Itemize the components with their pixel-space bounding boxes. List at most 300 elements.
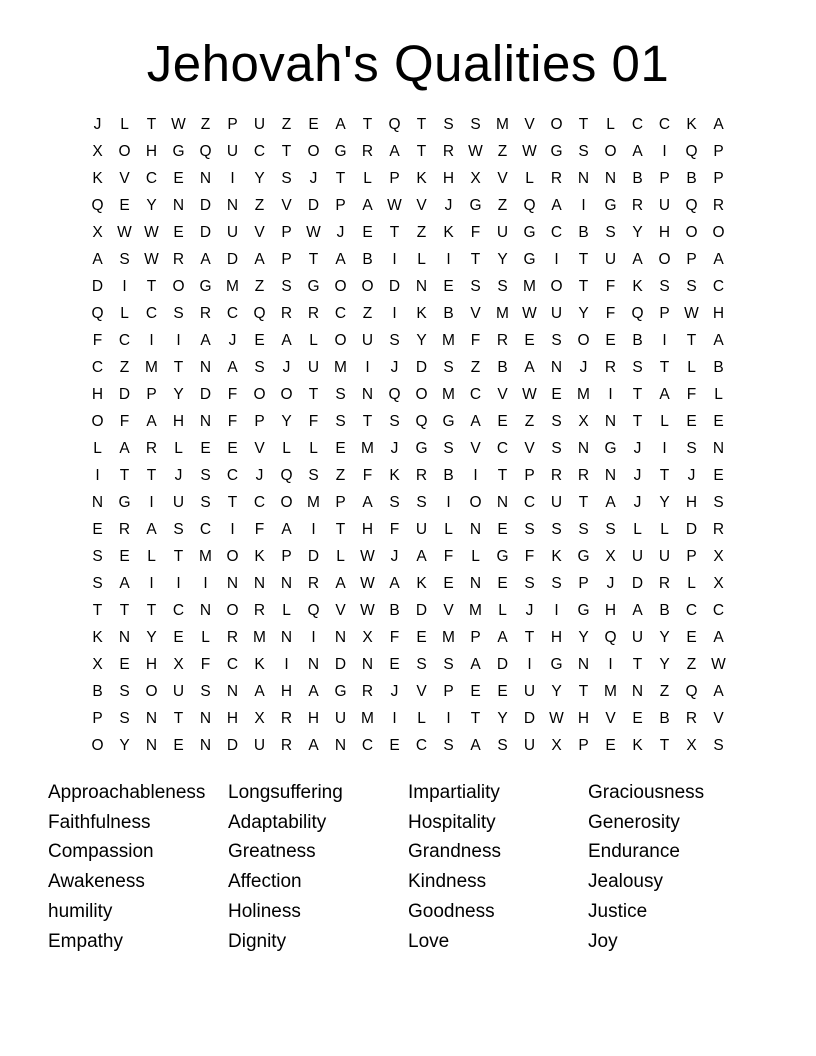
grid-letter: L (93, 439, 102, 457)
grid-letter: C (118, 331, 131, 349)
grid-letter: Y (281, 412, 292, 430)
grid-letter: F (524, 547, 535, 565)
grid-letter: D (199, 385, 212, 403)
grid-letter: Z (497, 196, 508, 214)
grid-letter: A (713, 628, 724, 646)
word-list-item: Approachableness (48, 781, 206, 803)
grid-letter: S (200, 466, 211, 484)
grid-letter: S (443, 655, 454, 673)
grid-letter: L (471, 547, 480, 565)
grid-letter: N (604, 466, 617, 484)
grid-letter: D (226, 250, 239, 268)
grid-letter: U (631, 628, 644, 646)
grid-letter: W (306, 223, 321, 241)
grid-letter: C (199, 520, 212, 538)
grid-letter: T (362, 115, 373, 133)
grid-letter: I (176, 574, 181, 592)
grid-letter: U (523, 682, 536, 700)
word-list-item: Justice (588, 901, 648, 923)
grid-letter: A (470, 412, 481, 430)
grid-letter: X (362, 628, 373, 646)
grid-letter: I (446, 709, 451, 727)
grid-letter: P (389, 169, 400, 187)
grid-letter: S (281, 277, 292, 295)
grid-letter: A (362, 493, 373, 511)
grid-letter: V (524, 115, 535, 133)
grid-letter: S (92, 547, 103, 565)
grid-letter: W (144, 223, 159, 241)
grid-letter: I (446, 250, 451, 268)
grid-letter: Z (686, 655, 697, 673)
grid-letter: O (415, 385, 428, 403)
grid-letter: D (334, 655, 347, 673)
grid-letter: Q (631, 304, 644, 322)
grid-letter: S (308, 466, 319, 484)
grid-letter: S (497, 736, 508, 754)
grid-letter: B (578, 223, 589, 241)
grid-letter: H (577, 709, 590, 727)
grid-letter: Y (578, 628, 589, 646)
grid-letter: O (712, 223, 725, 241)
grid-letter: R (658, 574, 671, 592)
grid-letter: P (659, 304, 670, 322)
grid-letter: F (227, 385, 238, 403)
grid-letter: G (199, 277, 212, 295)
grid-letter: S (578, 520, 589, 538)
grid-letter: U (658, 196, 671, 214)
grid-letter: E (308, 115, 319, 133)
grid-letter: T (92, 601, 103, 619)
grid-letter: T (578, 277, 589, 295)
grid-letter: V (497, 169, 508, 187)
grid-letter: P (713, 169, 724, 187)
puzzle-title: Jehovah's Qualities 01 (146, 35, 670, 92)
grid-letter: Z (200, 115, 211, 133)
grid-letter: O (226, 601, 239, 619)
grid-letter: G (550, 142, 563, 160)
grid-letter: G (118, 493, 131, 511)
grid-letter: D (307, 547, 320, 565)
grid-letter: L (687, 358, 696, 376)
grid-letter: T (632, 385, 643, 403)
grid-letter: I (149, 574, 154, 592)
grid-letter: V (470, 304, 481, 322)
word-list (48, 778, 768, 957)
grid-letter: P (713, 142, 724, 160)
grid-letter: J (633, 466, 642, 484)
grid-letter: E (119, 547, 130, 565)
word-list-item: Jealousy (588, 871, 663, 893)
grid-letter: T (578, 115, 589, 133)
grid-letter: S (470, 277, 481, 295)
grid-letter: F (200, 655, 211, 673)
grid-letter: F (605, 277, 616, 295)
grid-letter: M (469, 601, 482, 619)
grid-letter: N (199, 358, 212, 376)
grid-letter: A (227, 358, 238, 376)
grid-letter: G (604, 439, 617, 457)
grid-letter: T (146, 277, 157, 295)
grid-letter: P (227, 115, 238, 133)
grid-letter: M (496, 304, 509, 322)
grid-letter: U (307, 358, 320, 376)
grid-letter: F (308, 412, 319, 430)
grid-letter: B (389, 601, 400, 619)
grid-letter: T (146, 466, 157, 484)
grid-letter: O (253, 385, 266, 403)
grid-letter: N (712, 439, 725, 457)
grid-letter: N (280, 574, 293, 592)
grid-letter: X (92, 142, 103, 160)
grid-letter: I (311, 628, 316, 646)
word-list-item: Dignity (228, 930, 287, 952)
grid-letter: N (577, 439, 590, 457)
grid-letter: N (226, 682, 239, 700)
grid-letter: Q (415, 412, 428, 430)
grid-letter: R (415, 466, 428, 484)
word-list-item: Graciousness (588, 781, 705, 803)
grid-letter: A (659, 385, 670, 403)
grid-letter: P (281, 250, 292, 268)
grid-letter: F (227, 412, 238, 430)
grid-letter: K (92, 169, 103, 187)
grid-letter: E (416, 628, 427, 646)
grid-letter: B (713, 358, 724, 376)
grid-letter: N (577, 655, 590, 673)
grid-letter: I (608, 385, 613, 403)
grid-letter: F (605, 304, 616, 322)
grid-letter: S (119, 682, 130, 700)
grid-letter: S (389, 331, 400, 349)
grid-letter: Z (254, 277, 265, 295)
grid-letter: O (280, 385, 293, 403)
grid-letter: E (119, 655, 130, 673)
grid-letter: E (389, 736, 400, 754)
grid-letter: E (119, 196, 130, 214)
grid-letter: P (92, 709, 103, 727)
grid-letter: U (496, 223, 509, 241)
grid-letter: I (527, 655, 532, 673)
grid-letter: H (145, 655, 158, 673)
grid-letter: R (280, 736, 293, 754)
grid-letter: H (145, 142, 158, 160)
grid-letter: N (199, 412, 212, 430)
grid-letter: J (336, 223, 345, 241)
grid-letter: C (253, 142, 266, 160)
grid-letter: S (578, 142, 589, 160)
grid-letter: S (524, 520, 535, 538)
grid-letter: X (578, 412, 589, 430)
grid-letter: I (662, 331, 667, 349)
grid-letter: C (523, 493, 536, 511)
grid-letter: T (416, 142, 427, 160)
grid-letter: T (686, 331, 697, 349)
grid-letter: I (203, 574, 208, 592)
grid-letter: C (550, 223, 563, 241)
grid-letter: V (443, 601, 454, 619)
grid-letter: T (578, 682, 589, 700)
grid-letter: C (712, 277, 725, 295)
grid-letter: X (254, 709, 265, 727)
grid-letter: Z (659, 682, 670, 700)
grid-letter: L (525, 169, 534, 187)
grid-letter: E (686, 628, 697, 646)
grid-letter: O (307, 142, 320, 160)
grid-letter: N (604, 412, 617, 430)
grid-letter: L (498, 601, 507, 619)
grid-letter: W (360, 601, 375, 619)
word-list-item: Compassion (48, 841, 154, 863)
grid-letter: E (443, 277, 454, 295)
grid-letter: L (201, 628, 210, 646)
grid-letter: V (605, 709, 616, 727)
grid-letter: H (91, 385, 104, 403)
grid-letter: I (122, 277, 127, 295)
grid-letter: V (335, 601, 346, 619)
grid-letter: L (633, 520, 642, 538)
grid-letter: H (604, 601, 617, 619)
grid-letter: J (309, 169, 318, 187)
grid-letter: J (228, 331, 237, 349)
word-list-item: humility (48, 901, 113, 923)
grid-letter: U (604, 250, 617, 268)
grid-letter: A (524, 358, 535, 376)
grid-letter: P (254, 412, 265, 430)
grid-letter: L (660, 412, 669, 430)
grid-letter: E (713, 412, 724, 430)
grid-letter: P (281, 547, 292, 565)
grid-letter: T (119, 466, 130, 484)
grid-letter: S (443, 358, 454, 376)
grid-letter: U (361, 331, 374, 349)
grid-letter: O (334, 277, 347, 295)
word-list-item: Joy (588, 930, 618, 952)
grid-letter: S (551, 574, 562, 592)
grid-letter: P (146, 385, 157, 403)
grid-letter: L (606, 115, 615, 133)
grid-letter: S (389, 412, 400, 430)
grid-letter: M (226, 277, 239, 295)
grid-letter: N (118, 628, 131, 646)
grid-letter: I (311, 520, 316, 538)
grid-letter: T (497, 466, 508, 484)
grid-letter: Z (254, 196, 265, 214)
grid-letter: T (173, 547, 184, 565)
grid-letter: J (282, 358, 291, 376)
grid-letter: O (280, 493, 293, 511)
grid-letter: A (119, 439, 130, 457)
grid-letter: L (687, 574, 696, 592)
grid-letter: A (497, 628, 508, 646)
grid-letter: S (416, 655, 427, 673)
grid-letter: G (172, 142, 185, 160)
grid-letter: L (336, 547, 345, 565)
grid-letter: C (469, 385, 482, 403)
grid-letter: R (361, 682, 374, 700)
grid-letter: A (119, 574, 130, 592)
grid-letter: S (605, 520, 616, 538)
grid-letter: V (524, 439, 535, 457)
grid-letter: W (171, 115, 186, 133)
grid-letter: B (443, 304, 454, 322)
grid-letter: O (91, 412, 104, 430)
grid-letter: A (713, 115, 724, 133)
grid-letter: T (578, 493, 589, 511)
grid-letter: Y (578, 304, 589, 322)
grid-letter: L (282, 439, 291, 457)
grid-letter: I (176, 331, 181, 349)
grid-letter: D (496, 655, 509, 673)
grid-letter: S (443, 115, 454, 133)
grid-letter: Z (119, 358, 130, 376)
grid-letter: I (230, 520, 235, 538)
grid-letter: S (659, 277, 670, 295)
grid-letter: N (172, 196, 185, 214)
grid-letter: T (659, 466, 670, 484)
grid-letter: R (307, 304, 320, 322)
grid-letter: K (632, 736, 643, 754)
grid-letter: Y (119, 736, 130, 754)
grid-letter: D (91, 277, 104, 295)
grid-letter: Z (335, 466, 346, 484)
grid-letter: O (145, 682, 158, 700)
grid-letter: E (497, 520, 508, 538)
word-list-item: Goodness (408, 901, 495, 923)
grid-letter: F (470, 331, 481, 349)
grid-letter: U (550, 304, 563, 322)
grid-letter: S (200, 493, 211, 511)
grid-letter: L (120, 304, 129, 322)
grid-letter: O (550, 115, 563, 133)
grid-letter: C (658, 115, 671, 133)
grid-letter: K (416, 574, 427, 592)
grid-letter: S (335, 385, 346, 403)
grid-letter: Y (254, 169, 265, 187)
grid-letter: Q (307, 601, 320, 619)
grid-letter: A (335, 250, 346, 268)
grid-letter: A (389, 574, 400, 592)
grid-letter: G (307, 277, 320, 295)
grid-letter: B (92, 682, 103, 700)
grid-letter: E (335, 439, 346, 457)
grid-letter: H (685, 493, 698, 511)
grid-letter: Y (173, 385, 184, 403)
word-list-item: Love (408, 930, 450, 952)
grid-letter: R (712, 520, 725, 538)
grid-letter: K (92, 628, 103, 646)
word-list-item: Kindness (408, 871, 487, 893)
grid-letter: S (551, 520, 562, 538)
grid-letter: C (226, 304, 239, 322)
grid-letter: I (284, 655, 289, 673)
grid-letter: M (442, 385, 455, 403)
grid-letter: Y (659, 655, 670, 673)
grid-letter: E (605, 331, 616, 349)
grid-letter: Q (523, 196, 536, 214)
grid-letter: Y (551, 682, 562, 700)
grid-letter: N (199, 601, 212, 619)
grid-letter: Q (199, 142, 212, 160)
grid-letter: D (388, 277, 401, 295)
grid-letter: D (226, 736, 239, 754)
grid-letter: Z (362, 304, 373, 322)
grid-letter: X (470, 169, 481, 187)
grid-letter: T (362, 412, 373, 430)
grid-letter: I (392, 709, 397, 727)
grid-letter: P (686, 547, 697, 565)
grid-letter: N (280, 628, 293, 646)
grid-letter: W (549, 709, 564, 727)
grid-letter: F (470, 223, 481, 241)
grid-letter: S (551, 439, 562, 457)
grid-letter: A (254, 682, 265, 700)
grid-letter: O (226, 547, 239, 565)
grid-letter: E (713, 466, 724, 484)
grid-letter: Q (388, 385, 401, 403)
grid-letter: H (442, 169, 455, 187)
grid-letter: A (335, 574, 346, 592)
grid-letter: C (685, 601, 698, 619)
grid-letter: M (577, 385, 590, 403)
grid-letter: E (443, 574, 454, 592)
grid-letter: J (174, 466, 183, 484)
grid-letter: D (415, 358, 428, 376)
grid-letter: N (631, 682, 644, 700)
grid-letter: E (200, 439, 211, 457)
grid-letter: X (605, 547, 616, 565)
grid-letter: B (443, 466, 454, 484)
grid-letter: C (172, 601, 185, 619)
grid-letter: W (522, 385, 537, 403)
grid-letter: R (577, 466, 590, 484)
grid-letter: S (713, 736, 724, 754)
grid-letter: F (362, 466, 373, 484)
grid-letter: H (280, 682, 293, 700)
grid-letter: I (608, 655, 613, 673)
grid-letter: O (577, 331, 590, 349)
grid-letter: O (361, 277, 374, 295)
grid-letter: A (551, 196, 562, 214)
grid-letter: L (444, 520, 453, 538)
grid-letter: S (470, 115, 481, 133)
grid-letter: W (522, 304, 537, 322)
grid-letter: P (470, 628, 481, 646)
grid-letter: I (446, 493, 451, 511)
grid-letter: N (334, 736, 347, 754)
grid-letter: R (280, 709, 293, 727)
grid-letter: J (390, 547, 399, 565)
grid-letter: I (554, 601, 559, 619)
word-list-item: Holiness (228, 901, 301, 923)
grid-letter: F (686, 385, 697, 403)
grid-letter: W (360, 547, 375, 565)
grid-letter: T (308, 250, 319, 268)
grid-letter: Q (91, 304, 104, 322)
grid-letter: I (365, 358, 370, 376)
grid-letter: A (146, 520, 157, 538)
grid-letter: E (173, 628, 184, 646)
grid-letter: L (417, 709, 426, 727)
grid-letter: G (577, 547, 590, 565)
grid-letter: F (389, 628, 400, 646)
grid-letter: D (199, 196, 212, 214)
grid-letter: I (95, 466, 100, 484)
grid-letter: S (389, 493, 400, 511)
grid-letter: O (469, 493, 482, 511)
grid-letter: X (713, 547, 724, 565)
grid-letter: L (417, 250, 426, 268)
grid-letter: E (362, 223, 373, 241)
